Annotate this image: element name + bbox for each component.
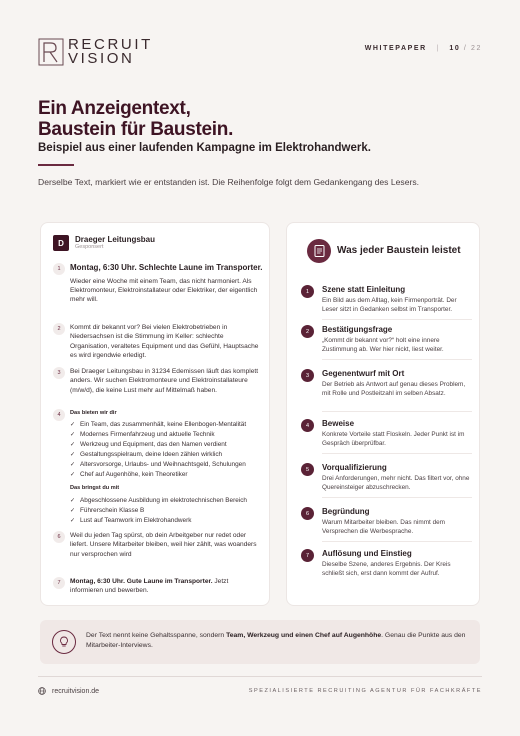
baustein-description: Warum Mitarbeiter bleiben. Das nimmt dem Versprechen die Werbesprache. [322, 519, 445, 535]
note-suffix: . Genau die Punkte aus den Mitarbeiter-Interviews. [86, 632, 466, 649]
list-item: ✓ Chef auf Augenhöhe, kein Theoretiker [70, 470, 263, 480]
baustein-item-6 [301, 507, 471, 536]
footer-tagline: SPEZIALISIERTE RECRUITING AGENTUR FÜR FACHKRÄFTE [248, 688, 482, 694]
divider [322, 541, 472, 542]
list-item: ✓ Gestaltungsspielraum, deine Ideen zählen wirklich [70, 450, 263, 460]
benefits-list-title: Das bieten wir dir [70, 410, 117, 416]
company-avatar: D [53, 235, 69, 251]
baustein-description: Drei Anforderungen, mehr nicht. Das filtert vor, ohne Quereinsteiger abzuschrecken. [322, 475, 470, 491]
baustein-number: 3 [301, 369, 314, 382]
meta-divider: | [436, 45, 440, 52]
baustein-description: Dieselbe Szene, anderes Ergebnis. Der Kreis schließt sich, erst dann kommt der Aufruf. [322, 561, 451, 577]
ad-header [53, 235, 155, 251]
baustein-number: 4 [301, 419, 314, 432]
page-subtitle: Beispiel aus einer laufenden Kampagne im Elektrohandwerk. [38, 142, 371, 154]
sponsored-label: Gesponsert [75, 244, 104, 250]
segment-text: Wieder eine Woche mit einem Team, das nicht harmoniert. Als Elektromonteur, Elektroinstallateur oder Elektriker, der eigentlich mehr will. [70, 277, 258, 304]
baustein-number: 5 [301, 463, 314, 476]
segment-headline: Montag, 6:30 Uhr. Gute Laune im Transporter. [70, 578, 213, 585]
globe-icon [38, 687, 46, 695]
title-line-1: Ein Anzeigentext, [38, 98, 191, 119]
baustein-description: Ein Bild aus dem Alltag, kein Firmenporträt. Der Leser sitzt in Gedanken selbst im Transporter. [322, 297, 457, 313]
baustein-number: 6 [301, 507, 314, 520]
title-rule [38, 164, 74, 166]
divider [322, 359, 472, 360]
ad-segment-7 [53, 577, 263, 596]
segment-text [70, 577, 263, 596]
page-current: 10 [449, 45, 461, 52]
logo-wordmark [68, 38, 153, 66]
baustein-name: Beweise [322, 419, 355, 428]
segment-text: Weil du jeden Tag spürst, ob dein Arbeitgeber nur redet oder liefert. Unsere Mitarbeiter bleiben, weil hier zählt, was woanders nur versprochen wird [70, 532, 257, 558]
baustein-item-7 [301, 549, 471, 578]
note-text [86, 631, 466, 651]
baustein-name: Bestätigungsfrage [322, 325, 393, 334]
segment-text: Kommt dir bekannt vor? Bei vielen Elektrobetrieben in Niedersachsen ist die Stimmung im Keller: schlechte Organisation, veraltetes Equipment und das Gefühl, Hauptsache es wird irgendwie erledigt. [70, 324, 259, 360]
baustein-number: 2 [301, 325, 314, 338]
divider [322, 497, 472, 498]
page-meta [365, 45, 482, 52]
list-item: ✓ Abgeschlossene Ausbildung im elektrotechnischen Bereich [70, 496, 263, 506]
list-item: ✓ Altersvorsorge, Urlaubs- und Weihnachtsgeld, Schulungen [70, 460, 263, 470]
list-item: ✓ Werkzeug und Equipment, das den Namen verdient [70, 440, 263, 450]
divider [322, 453, 472, 454]
segment-headline: Montag, 6:30 Uhr. Schlechte Laune im Transporter. [70, 263, 263, 272]
baustein-description: „Kommt dir bekannt vor?“ holt eine innere Zustimmung ab. Wer hier nickt, liest weiter. [322, 337, 444, 353]
ad-segment-3 [53, 367, 263, 395]
page-sep: / [463, 45, 468, 52]
document-icon [307, 239, 331, 263]
website-link[interactable]: recruitvision.de [52, 687, 100, 695]
segment-number: 6 [53, 531, 65, 543]
segment-number: 4 [53, 409, 65, 421]
list-item: ✓ Modernes Firmenfahrzeug und aktuelle Technik [70, 430, 263, 440]
bausteine-card [286, 222, 480, 606]
lightbulb-icon [52, 630, 76, 654]
baustein-item-4 [301, 419, 471, 448]
baustein-item-5 [301, 463, 471, 492]
list-item: ✓ Lust auf Teamwork im Elektrohandwerk [70, 516, 263, 526]
footer-website [38, 687, 99, 695]
segment-number: 7 [53, 577, 65, 589]
baustein-item-3 [301, 369, 471, 398]
ad-segment-6 [53, 531, 263, 559]
insight-note [40, 620, 480, 664]
segment-number: 1 [53, 263, 65, 275]
note-emphasis: Team, Werkzeug und einen Chef auf Augenhöhe [226, 632, 382, 639]
baustein-name: Vorqualifizierung [322, 463, 387, 472]
baustein-name: Gegenentwurf mit Ort [322, 369, 405, 378]
logo-line-2: VISION [68, 50, 135, 67]
baustein-item-1 [301, 285, 471, 314]
page-total: 22 [471, 45, 482, 52]
segment-text: Bei Draeger Leitungsbau in 31234 Edemissen läuft das komplett anders. Wir suchen Elektromonteure und Elektroinstallateure (m/w/d), die keine Lust mehr auf Mittelmaß haben. [70, 368, 259, 394]
doc-type: WHITEPAPER [364, 45, 427, 52]
divider [322, 319, 472, 320]
baustein-name: Begründung [322, 507, 370, 516]
baustein-name: Auflösung und Einstieg [322, 549, 412, 558]
ad-segment-1 [53, 263, 263, 305]
page-title [38, 98, 233, 140]
page-header [38, 38, 482, 70]
ad-segment-2 [53, 323, 263, 361]
divider [322, 411, 472, 412]
title-line-2: Baustein für Baustein. [38, 119, 234, 140]
list-item: ✓ Führerschein Klasse B [70, 506, 263, 516]
logo-mark-icon [38, 38, 64, 66]
logo-line-1: RECRUIT [68, 36, 153, 53]
ad-card [40, 222, 270, 606]
list-item: ✓ Ein Team, das zusammenhält, keine Ellenbogen-Mentalität [70, 420, 263, 430]
baustein-description: Konkrete Vorteile statt Floskeln. Jeder Punkt ist im Gespräch überprüfbar. [322, 431, 465, 447]
ad-segment-4 [53, 409, 263, 526]
baustein-number: 1 [301, 285, 314, 298]
segment-cta-text: Jetzt informieren und bewerben. [70, 578, 229, 595]
intro-text: Derselbe Text, markiert wie er entstanden ist. Die Reihenfolge folgt dem Gedankengang des Lesers. [38, 177, 420, 187]
bausteine-title: Was jeder Baustein leistet [337, 245, 461, 256]
note-prefix: Der Text nennt keine Gehaltsspanne, sondern [86, 632, 227, 639]
footer-divider [38, 676, 482, 677]
baustein-description: Der Betrieb als Antwort auf genau dieses Problem, mit Rolle und Postleitzahl im selben Absatz. [322, 381, 466, 397]
baustein-item-2 [301, 325, 471, 354]
segment-number: 3 [53, 367, 65, 379]
requirements-list-title: Das bringst du mit [70, 485, 120, 492]
logo [38, 38, 153, 66]
segment-number: 2 [53, 323, 65, 335]
baustein-name: Szene statt Einleitung [322, 285, 406, 294]
baustein-number: 7 [301, 549, 314, 562]
company-name: Draeger Leitungsbau [75, 235, 156, 244]
